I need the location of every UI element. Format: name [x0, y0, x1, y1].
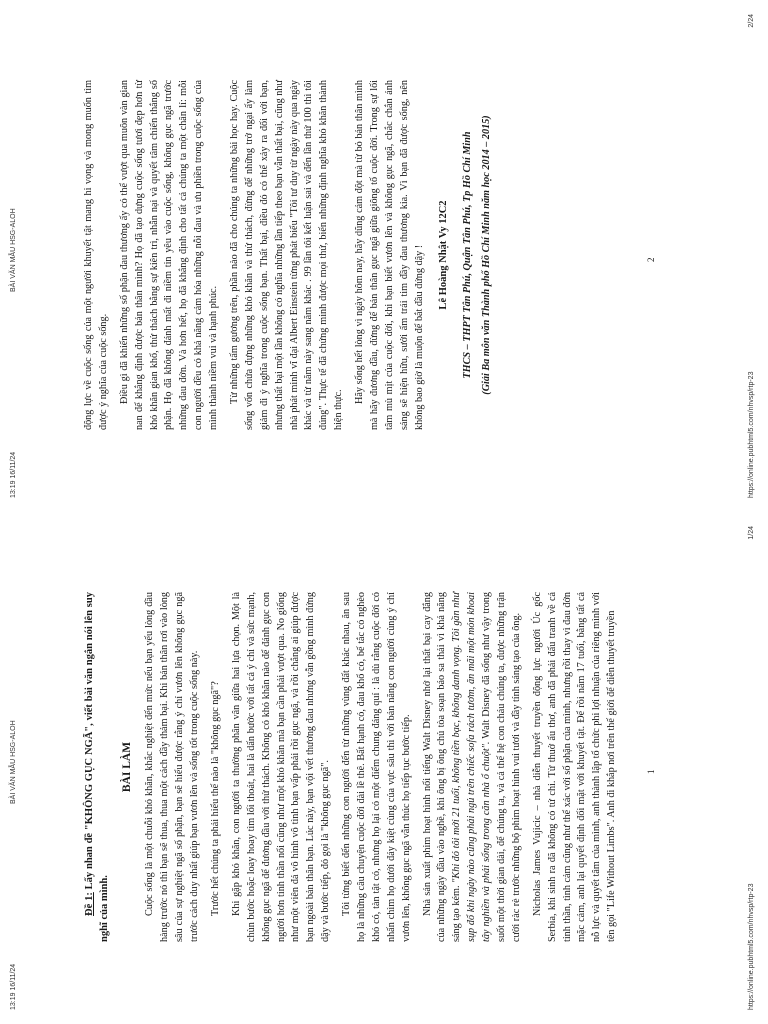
- print-timestamp: 13:19 16/11/24: [10, 451, 17, 498]
- author-name: Lê Hoàng Nhật Vy 12C2: [437, 200, 449, 310]
- page-number: 2: [646, 257, 656, 262]
- paragraph: Tôi từng biết đến những con người đến từ những vùng đất khác nhau, ăn sau họ là những câu chuyện cuộc đời đài lề thê. Bất hạnh có, đau khổ có, bế tắc có nghèo khó có, tàn tật có, nhưng họ lại có một điểm chung đáng quí : là dù rằng cuộc đời có nhấn chìm họ dưới đáy kiệt cùng của vực sâu thì với bản năng con người cùng ý chí vươn lên, không gục ngã vẫn thúc họ tiếp tục bước tiếp.: [341, 592, 412, 942]
- footer-url: https://online.pubhtml5.com/nhvsp/rtp-23: [748, 371, 755, 498]
- print-site-title: BÀI VĂN MẪU HSG-ALOH: [10, 208, 17, 292]
- paragraph: [421, 592, 525, 942]
- essay-heading: BÀI LÀM: [120, 741, 133, 793]
- prompt-text: Lấy nhan đề "KHÔNG GỤC NGÃ", viết bài văn ngắn nói lên suy nghĩ của mình.: [84, 592, 111, 942]
- print-timestamp: 13:19 16/11/24: [10, 963, 17, 1010]
- print-site-title: BÀI VĂN MẪU HSG-ALOH: [10, 720, 17, 804]
- quote-text: "Khi đó tôi mới 21 tuổi, không tiền bạc, không danh vọng. Tôi gần như sụp đổ khi ngày nào cũng phải ngủ trên chiếc sofa rách tươm, ăn mãi một món khoai tây nghiền và phải sống trong căn nhà ổ chuột".: [451, 591, 493, 942]
- page-number: 1: [646, 769, 656, 774]
- page-1-body: [82, 592, 626, 942]
- paragraph: Khi gặp khó khăn, con người ta thường phân vân giữa hai lựa chọn. Một là chùn bước hoặc loay hoay tìm lối thoát, hai là dấn bước với tất cả ý chí và sức mạnh, không gục ngã để đương đầu với thử thách. Không có khó khăn nào để đánh gục con người hơn tinh thần nổi cũng như một khó khăn mà bạn cần phải vượt qua. No giống như một viên đá vô hình vô tình bạn vấp phải rồi gục ngã, và rồi chẳng ai giúp được bạn ngoài bản thân bạn. Lúc này, bạn vội vết thương đau nhưng vẫn gồng mình đứng dậy và bước tiếp, đó gọi là "không gục ngã".: [230, 592, 332, 942]
- paragraph: Điều gì đã khiến những số phận đau thương ấy có thể vượt qua muôn vàn gian nan để khẳng định được bản thân mình? Họ đã tạo dựng cuộc sống tươi đẹp hơn từ khó khăn gian khổ, thử thách bằng sự kiên trì, nhẫn nại và quyết tâm chiến thắng số phận. Họ đã không đánh mất đi niềm tin yêu vào cuộc sống, không gục ngã trước những đau đớn. Và hơn hết, họ đã khẳng định cho tất cả chúng ta một chân lí: mỗi con người đều có khả năng cảm hóa những nỗi đau và ưu phiền trong cuộc sống của mình thành niềm vui và hạnh phúc.: [118, 80, 220, 430]
- paragraph: Hãy sống hết lòng vì ngày hôm nay, hãy dũng cảm đột mà từ bỏ bản thân mình mà hãy đương đầu, đừng để bản thân gục ngã giữa giông tố cuộc đời. Trong sự lối tâm mù mịt của cuộc đời, khi bạn biết vươn lên và không gục ngã, chắc chắn ánh sáng sẽ hiện hữu, sưởi ấm trái tim đầy đau thương kia. Vì bạn đã được sống, nên không bao giờ là muộn để bắt đầu đứng dậy !: [354, 80, 425, 430]
- author-award: (Giải Ba môn văn Thành phố Hồ Chí Minh năm học 2014 – 2015): [480, 115, 492, 395]
- footer-page-count: 2/24: [748, 14, 755, 28]
- paragraph: động lực về cuộc sống của một người khuyết tật mang hi vọng và mong muốn tìm được ý nghĩa của cuộc sống.: [83, 80, 109, 430]
- paragraph: Cuộc sống là một chuỗi khó khăn, khắc nghiệt đến mức nếu bạn yếu lòng đầu hàng trước nó thì bạn sẽ thua, thua một cách đầy thảm bại. Khi bản thân rơi vào lòng sâu của sự nghiệt ngã số phận, bạn sẽ hiểu được rằng ý chí vươn lên không gục ngã trước cách duy nhất giúp bạn vươn lên và sống tốt trong cuộc sống này.: [144, 592, 201, 942]
- document-page-1: [0, 512, 768, 1024]
- footer-page-count: 1/24: [748, 526, 755, 540]
- prompt-label: Đề 1:: [84, 892, 95, 916]
- essay-prompt: [82, 592, 113, 942]
- paragraph: Trước hết chúng ta phải hiểu thế nào là "không gục ngã"?: [210, 681, 221, 916]
- paragraph-text: Nhà sản xuất phim hoạt hình nổi tiếng Walt Disney nhớ lại thất bại cay đắng của những ngày đầu vào nghề, khi ông bị ông chủ tòa soạn báo sa thải vì khả năng sáng tạo kém.: [421, 592, 463, 942]
- paragraph: Nicholas James Vujicic – nhà diễn thuyết truyền động lực người Úc gốc Serbia, khi sinh ra đã không có tứ chi. Từ thuở ấu thơ, anh đã phải đấu tranh về cả tinh thần, tình cảm cũng như thể xác với số phận của mình, nhưng rồi thay vì đau đớn mặc cảm, anh lại quyết định đối mặt với khuyết tật. Để rồi năm 17 tuổi, bằng tất cả nỗ lực và quyết tâm của mình, anh thành lập tổ chức phi lợi nhuận của riêng mình với tên gọi "Life Without Limbs". Anh đi khắp nơi trên thế giới để diễn thuyết truyền: [531, 592, 618, 942]
- author-school: THCS – THPT Tân Phú, Quận Tân Phú, Tp Hồ Chí Minh: [461, 131, 473, 379]
- page-2-body: [82, 80, 495, 430]
- paragraph-text: Walt Disney đã sống như vậy trong suốt một thời gian dài, để chúng ta, và cả thế hệ con cháu chúng ta, được những trận cười ràc rè trước những bộ phim hoạt hình vui tươi và đầy tính sáng tạo của ông.: [481, 592, 522, 942]
- paragraph: Từ những tấm gương trên, phần nào đã cho chúng ta những bài học hay. Cuộc sống vốn chứa đựng những khó khăn và thử thách, đừng để những trở ngại ấy làm giảm đi ý nghĩa trong cuộc sống bạn. Thất bại, điều đó có thể xảy ra đối với bạn, nhưng thất bại một lần không có nghĩa những lần tiếp theo bạn vẫn thất bại, cũng như nhà phát minh vĩ đại Albert Einstein từng phát biểu "Tôi tư duy từ ngày này qua ngày khác và từ năm này sang năm khác . 99 lần tôi kết luận sai và đến lần thứ 100 thì tôi đúng". Thực tế đã chứng minh được mọi thứ, biến những định nghĩa khó khăn thành hiện thực.: [229, 80, 345, 430]
- footer-url: https://online.pubhtml5.com/nhvsp/rtp-23: [748, 883, 755, 1010]
